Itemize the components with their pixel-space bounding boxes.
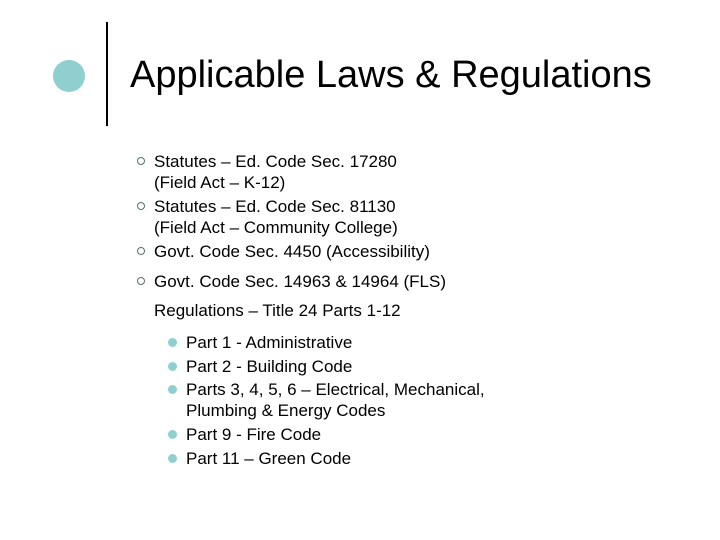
bullet-text: Statutes – Ed. Code Sec. 17280 <box>154 152 397 171</box>
sub-bullet-text: Part 2 - Building Code <box>186 357 353 376</box>
sub-bullet-item <box>186 356 352 377</box>
sub-bullet-item <box>186 448 351 469</box>
sub-bullet-item <box>186 424 321 445</box>
sub-bullet-text: Part 11 – Green Code <box>186 449 352 468</box>
bullet-text: Govt. Code Sec. 4450 (Accessibility) <box>154 242 430 261</box>
ring-bullet-icon <box>137 202 145 210</box>
sub-bullet-item <box>186 379 485 421</box>
bullet-text-continued: (Field Act – K-12) <box>154 173 286 192</box>
dot-bullet-icon <box>168 362 177 371</box>
ring-bullet-icon <box>137 277 145 285</box>
ring-bullet-icon <box>137 247 145 255</box>
dot-bullet-icon <box>168 338 177 347</box>
sub-bullet-text-continued: Plumbing & Energy Codes <box>186 401 386 420</box>
bullet-item <box>154 271 446 292</box>
regulations-heading: Regulations – Title 24 Parts 1-12 <box>154 301 401 320</box>
ring-bullet-icon <box>137 157 145 165</box>
sub-bullet-text: Part 9 - Fire Code <box>186 425 322 444</box>
bullet-item <box>154 241 430 262</box>
sub-bullet-text: Part 1 - Administrative <box>186 333 353 352</box>
sub-bullet-item <box>186 332 352 353</box>
bullet-item <box>154 151 397 193</box>
bullet-item <box>154 196 398 238</box>
dot-bullet-icon <box>168 430 177 439</box>
title-divider-line <box>106 22 108 126</box>
title-bullet-dot <box>53 60 85 92</box>
dot-bullet-icon <box>168 385 177 394</box>
slide-title: Applicable Laws & Regulations <box>130 54 652 96</box>
bullet-text: Govt. Code Sec. 14963 & 14964 (FLS) <box>154 272 447 291</box>
dot-bullet-icon <box>168 454 177 463</box>
sub-bullet-text: Parts 3, 4, 5, 6 – Electrical, Mechanical, <box>186 380 485 399</box>
bullet-text-continued: (Field Act – Community College) <box>154 218 398 237</box>
bullet-text: Statutes – Ed. Code Sec. 81130 <box>154 197 396 216</box>
